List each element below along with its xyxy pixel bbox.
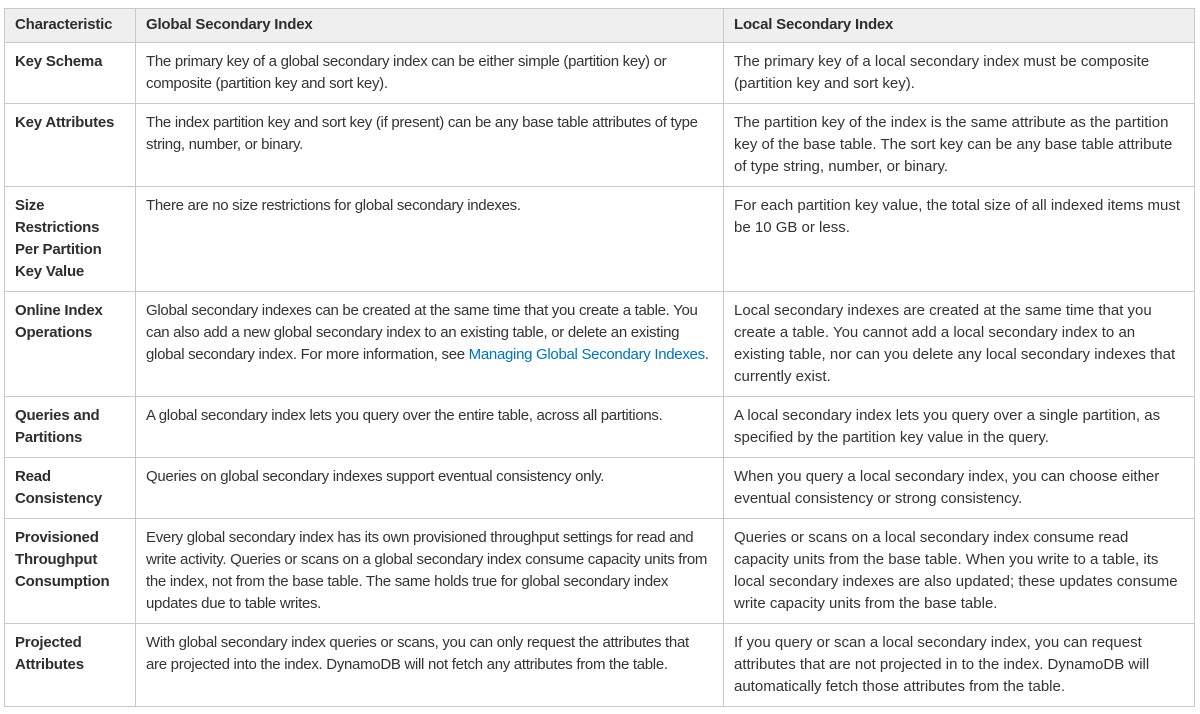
lsi-cell: If you query or scan a local secondary index, you can request attributes that are not projected in to the index. DynamoDB will automatically fetch those attributes from the table. (724, 624, 1195, 707)
header-row (5, 9, 1195, 43)
row-label: Key Schema (5, 43, 136, 104)
lsi-cell: Queries or scans on a local secondary index consume read capacity units from the base table. When you write to a table, its local secondary indexes are also updated; these updates consume write capacity units from the base table. (724, 519, 1195, 624)
row-label: Queries and Partitions (5, 397, 136, 458)
gsi-cell-text: Global secondary indexes can be created at the same time that you create a table. You can also add a new global secondary index to an existing table, or delete an existing global secondary index. For more information, see (146, 302, 698, 363)
lsi-cell: For each partition key value, the total size of all indexed items must be 10 GB or less. (724, 187, 1195, 292)
row-provisioned-throughput-consumption (5, 519, 1195, 624)
col-header-local-secondary-index: Local Secondary Index (724, 9, 1195, 43)
gsi-cell: With global secondary index queries or scans, you can only request the attributes that are projected into the index. DynamoDB will not fetch any attributes from the table. (136, 624, 724, 707)
lsi-cell: A local secondary index lets you query over a single partition, as specified by the partition key value in the query. (724, 397, 1195, 458)
row-queries-and-partitions (5, 397, 1195, 458)
lsi-cell: The primary key of a local secondary index must be composite (partition key and sort key). (724, 43, 1195, 104)
row-label: Projected Attributes (5, 624, 136, 707)
row-label: Provisioned Throughput Consumption (5, 519, 136, 624)
gsi-cell (136, 292, 724, 397)
row-label: Read Consistency (5, 458, 136, 519)
lsi-cell: Local secondary indexes are created at the same time that you create a table. You cannot add a local secondary index to an existing table, nor can you delete any local secondary indexes that currently exist. (724, 292, 1195, 397)
row-read-consistency (5, 458, 1195, 519)
lsi-cell: The partition key of the index is the same attribute as the partition key of the base table. The sort key can be any base table attribute of type string, number, or binary. (724, 104, 1195, 187)
managing-gsi-link[interactable]: Managing Global Secondary Indexes (468, 346, 705, 363)
row-online-index-operations (5, 292, 1195, 397)
row-label: Size Restrictions Per Partition Key Value (5, 187, 136, 292)
col-header-global-secondary-index: Global Secondary Index (136, 9, 724, 43)
row-key-schema (5, 43, 1195, 104)
gsi-cell: Queries on global secondary indexes support eventual consistency only. (136, 458, 724, 519)
row-label: Online Index Operations (5, 292, 136, 397)
gsi-cell: The primary key of a global secondary index can be either simple (partition key) or composite (partition key and sort key). (136, 43, 724, 104)
gsi-lsi-comparison-table (4, 8, 1195, 707)
col-header-characteristic: Characteristic (5, 9, 136, 43)
row-key-attributes (5, 104, 1195, 187)
lsi-cell: When you query a local secondary index, you can choose either eventual consistency or strong consistency. (724, 458, 1195, 519)
gsi-cell-text-after: . (704, 346, 709, 363)
gsi-cell: The index partition key and sort key (if present) can be any base table attributes of type string, number, or binary. (136, 104, 724, 187)
row-projected-attributes (5, 624, 1195, 707)
gsi-cell: Every global secondary index has its own provisioned throughput settings for read and write activity. Queries or scans on a global secondary index consume capacity units from the index, not from the base table. The same holds true for global secondary index updates due to table writes. (136, 519, 724, 624)
gsi-cell: A global secondary index lets you query over the entire table, across all partitions. (136, 397, 724, 458)
gsi-cell: There are no size restrictions for global secondary indexes. (136, 187, 724, 292)
row-label: Key Attributes (5, 104, 136, 187)
row-size-restrictions (5, 187, 1195, 292)
